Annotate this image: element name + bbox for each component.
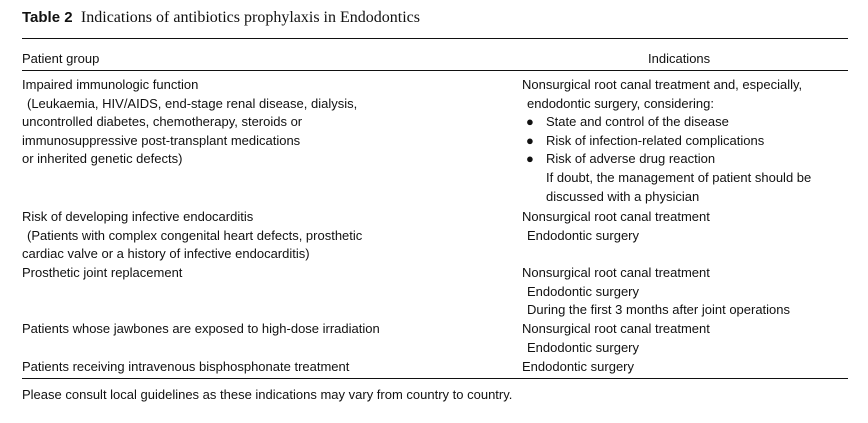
- bullet-item: [522, 113, 811, 132]
- indication-line: Nonsurgical root canal treatment and, especially,: [522, 77, 803, 92]
- patient-group: Prosthetic joint replacement: [22, 265, 183, 280]
- bottom-rule: [22, 378, 848, 379]
- indication-line: endodontic surgery, considering:: [527, 95, 714, 111]
- group-detail: uncontrolled diabetes, chemotherapy, steroids or: [22, 114, 303, 130]
- bullet-text: Risk of infection-related complications: [546, 132, 765, 148]
- indication-line: Nonsurgical root canal treatment: [522, 321, 710, 336]
- row-indications-cell: [522, 208, 710, 245]
- patient-group: Patients whose jawbones are exposed to high-dose irradiation: [22, 321, 380, 336]
- row-group-cell: [22, 76, 357, 169]
- group-detail: immunosuppressive post-transplant medications: [22, 132, 301, 148]
- bullet-icon: ●: [526, 132, 534, 148]
- group-detail: cardiac valve or a history of infective endocarditis): [22, 246, 310, 262]
- top-rule: [22, 38, 848, 39]
- row-indications-cell: [522, 76, 811, 206]
- group-detail: (Leukaemia, HIV/AIDS, end-stage renal disease, dialysis,: [27, 95, 358, 111]
- table-caption: Indications of antibiotics prophylaxis in Endodontics: [80, 9, 420, 26]
- bullet-icon: ●: [526, 151, 534, 167]
- row-group-cell: [22, 264, 182, 283]
- indication-line: Endodontic surgery: [527, 339, 640, 355]
- table-title: [22, 9, 420, 27]
- indication-line: Nonsurgical root canal treatment: [522, 265, 710, 280]
- bullet-text: Risk of adverse drug reaction: [546, 151, 716, 167]
- patient-group: Risk of developing infective endocarditis: [22, 209, 254, 224]
- row-group-cell: [22, 358, 349, 377]
- table-label: Table 2: [22, 9, 73, 26]
- patient-group: Patients receiving intravenous bisphosphonate treatment: [22, 359, 350, 374]
- indication-line: During the first 3 months after joint operations: [527, 302, 791, 318]
- row-group-cell: [22, 320, 380, 339]
- indication-line: Endodontic surgery: [527, 283, 640, 299]
- indication-line: Nonsurgical root canal treatment: [522, 209, 710, 224]
- header-rule: [22, 70, 848, 71]
- followup-line: If doubt, the management of patient should be: [546, 169, 812, 185]
- row-indications-cell: [522, 358, 634, 377]
- indication-line: Endodontic surgery: [522, 359, 635, 374]
- table-footnote: Please consult local guidelines as these indications may vary from country to country.: [22, 387, 513, 402]
- indication-line: Endodontic surgery: [527, 227, 640, 243]
- bullet-text: State and control of the disease: [546, 114, 729, 130]
- group-detail: or inherited genetic defects): [22, 151, 183, 167]
- bullet-icon: ●: [526, 114, 534, 130]
- followup-line: discussed with a physician: [546, 188, 700, 204]
- row-indications-cell: [522, 264, 790, 320]
- group-detail: (Patients with complex congenital heart defects, prosthetic: [27, 227, 363, 243]
- row-indications-cell: [522, 320, 710, 357]
- column-header-indications: Indications: [648, 51, 711, 66]
- patient-group: Impaired immunologic function: [22, 77, 199, 92]
- column-header-patient-group: Patient group: [22, 51, 100, 66]
- bullet-item: [522, 132, 811, 151]
- row-group-cell: [22, 208, 362, 264]
- bullet-item: [522, 150, 811, 169]
